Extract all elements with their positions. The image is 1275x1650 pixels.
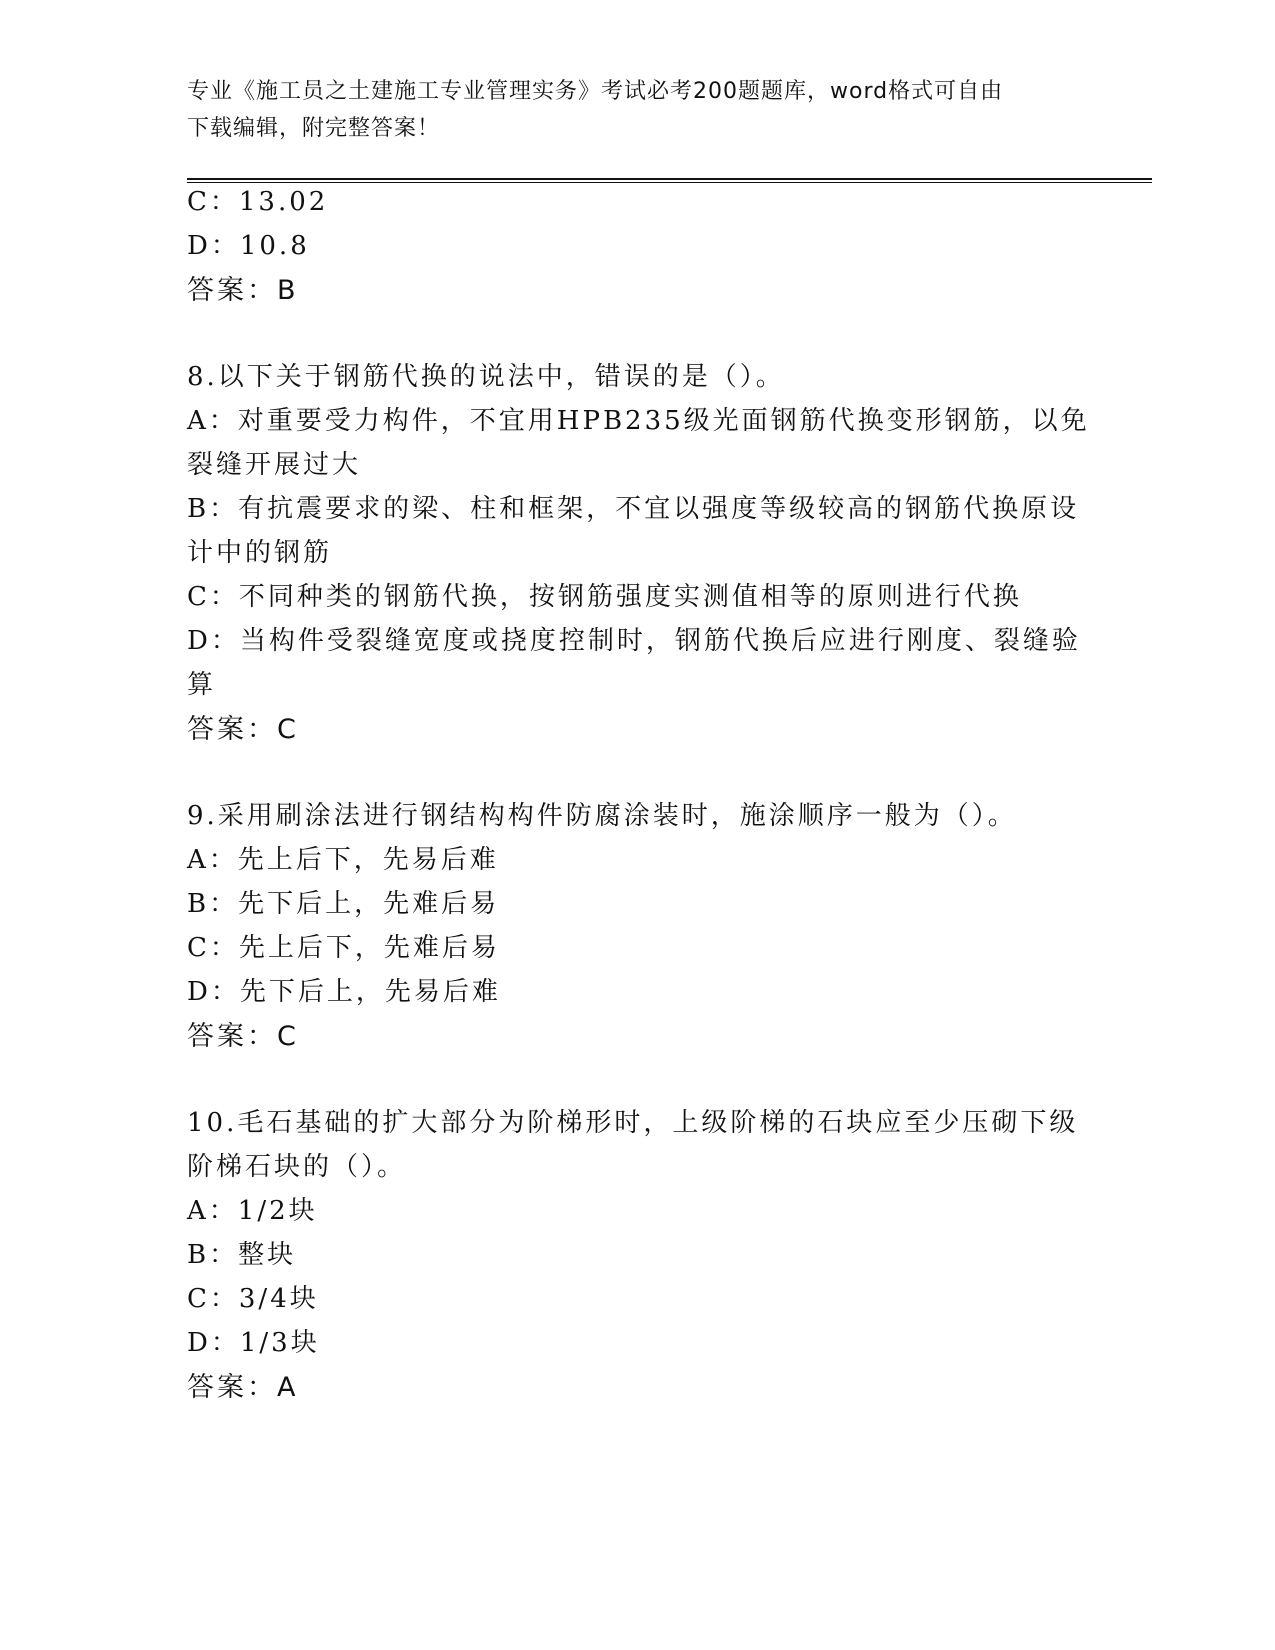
question-9-answer: 答案：C [187, 1021, 299, 1052]
question-8-option-d-cont: 算 [187, 670, 217, 700]
question-8-answer: 答案：C [187, 714, 299, 745]
question-8-option-b: B：有抗震要求的梁、柱和框架，不宜以强度等级较高的钢筋代换原设 [187, 494, 1080, 524]
header-line-1: 专业《施工员之土建施工专业管理实务》考试必考200题题库，word格式可自由 [187, 79, 1004, 104]
question-8-option-b-cont: 计中的钢筋 [187, 538, 333, 568]
header-line-2: 下载编辑，附完整答案！ [187, 116, 441, 141]
question-8-option-c: C：不同种类的钢筋代换，按钢筋强度实测值相等的原则进行代换 [187, 582, 1022, 612]
document-header [187, 73, 1087, 147]
question-8-option-a-cont: 裂缝开展过大 [187, 450, 362, 480]
question-9-option-d: D：先下后上，先易后难 [187, 977, 501, 1007]
question-9-option-b: B：先下后上，先难后易 [187, 889, 500, 919]
option-d-line: D：10.8 [187, 231, 310, 261]
question-10-option-c: C：3/4块 [187, 1284, 319, 1314]
question-9-option-c: C：先上后下，先难后易 [187, 933, 500, 963]
question-8-option-d: D：当构件受裂缝宽度或挠度控制时，钢筋代换后应进行刚度、裂缝验 [187, 626, 1081, 656]
answer-line: 答案：B [187, 275, 299, 306]
question-10-text-cont: 阶梯石块的（）。 [187, 1152, 407, 1182]
question-10-option-d: D：1/3块 [187, 1328, 320, 1358]
question-8-text: 8.以下关于钢筋代换的说法中，错误的是（）。 [187, 362, 785, 392]
question-10-text: 10.毛石基础的扩大部分为阶梯形时，上级阶梯的石块应至少压砌下级 [187, 1108, 1079, 1138]
question-9-text: 9.采用刷涂法进行钢结构构件防腐涂装时，施涂顺序一般为（）。 [187, 801, 1017, 831]
option-c-line: C：13.02 [187, 187, 329, 217]
question-10-answer: 答案：A [187, 1372, 299, 1403]
question-8-option-a: A：对重要受力构件，不宜用HPB235级光面钢筋代换变形钢筋，以免 [187, 406, 1090, 436]
question-10-option-b: B：整块 [187, 1240, 297, 1270]
question-10-option-a: A：1/2块 [187, 1196, 318, 1226]
question-9-option-a: A：先上后下，先易后难 [187, 845, 499, 875]
